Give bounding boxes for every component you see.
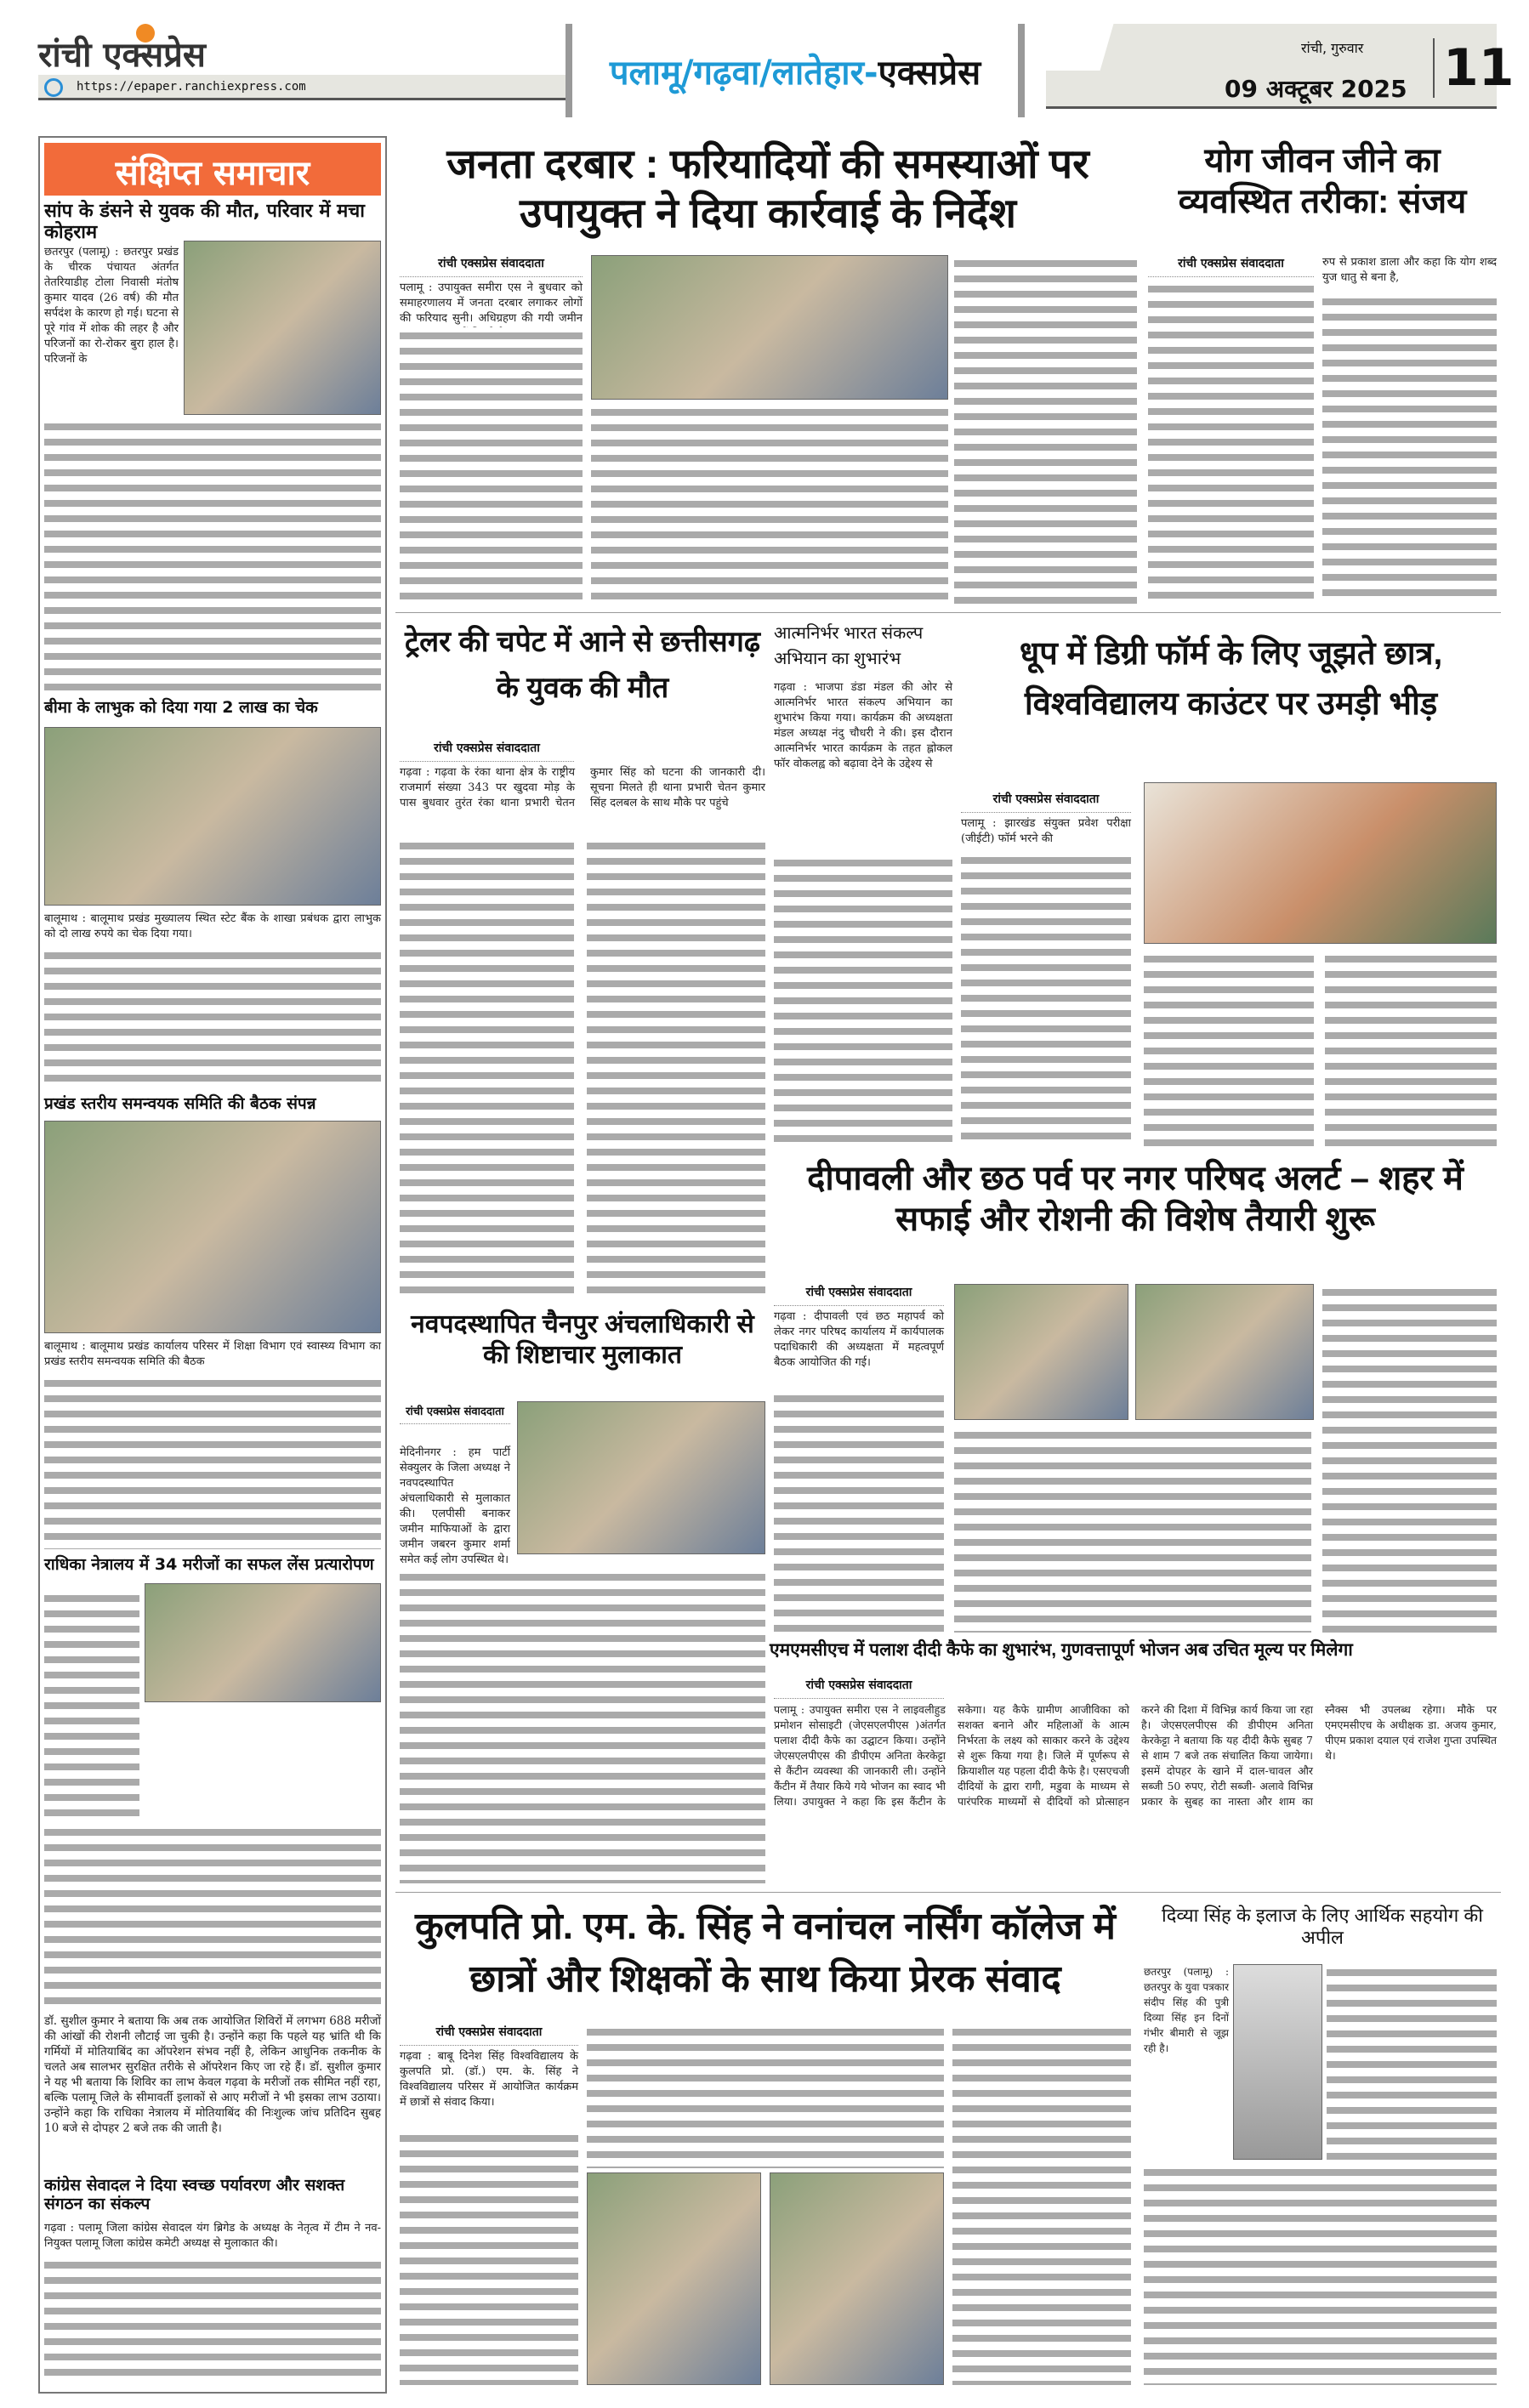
text-lines bbox=[961, 852, 1131, 1145]
brief-photo bbox=[184, 241, 381, 415]
text-lines bbox=[952, 2024, 1131, 2385]
headline-degree-form: धूप में डिग्री फॉर्म के लिए जूझते छात्र, विश्वविद्यालय काउंटर पर उमड़ी भीड़ bbox=[1019, 636, 1443, 722]
article-photo bbox=[770, 2172, 944, 2385]
headline-yoga: योग जीवन जीने का व्यवस्थित तरीका: संजय bbox=[1178, 142, 1467, 220]
article-photo bbox=[517, 1401, 765, 1554]
city-day: रांची, गुरुवार bbox=[1301, 40, 1364, 56]
text-lines bbox=[400, 327, 583, 604]
text-lines bbox=[44, 1590, 139, 1820]
section-title bbox=[566, 24, 1025, 117]
headline-trailer: ट्रेलर की चपेट में आने से छत्तीसगढ़ के युवक की मौत bbox=[404, 626, 761, 705]
article-photo bbox=[1135, 1284, 1314, 1420]
section-region: पलामू/गढ़वा/लातेहार- bbox=[609, 53, 878, 93]
brief-headline: प्रखंड स्तरीय समन्वयक समिति की बैठक संपन्न bbox=[44, 1094, 316, 1113]
divider bbox=[395, 1892, 1501, 1893]
article-photo bbox=[1144, 782, 1497, 944]
headline-deepawali: दीपावली और छठ पर्व पर नगर परिषद अलर्ट – शहर में सफाई और रोशनी की विशेष तैयारी शुरू bbox=[807, 1160, 1464, 1238]
text-lines bbox=[1144, 951, 1314, 1146]
brief-headline: राधिका नेत्रालय में 34 मरीजों का सफल लेंस प्रत्यारोपण bbox=[44, 1555, 374, 1574]
headline-kulpati: कुलपति प्रो. एम. के. सिंह ने वनांचल नर्सिंग कॉलेज में छात्रों और शिक्षकों के साथ किया प्रेरक संवाद bbox=[415, 1905, 1116, 2000]
text-lines bbox=[774, 855, 952, 1148]
article-body: मेदिनीनगर : हम पार्टी सेक्युलर के जिला अध्यक्ष ने नवपदस्थापित अंचलाधिकारी से मुलाकात की। एलपीसी बनाकर जमीन माफियाओं के द्वारा जमीन जबरन कुमार शर्मा समेत कई लोग उपस्थित थे। bbox=[400, 1446, 510, 1566]
byline: रांची एक्सप्रेस संवाददाता bbox=[400, 2024, 578, 2046]
article-body: पलामू : उपायुक्त समीरा एस ने बुधवार को समाहरणालय में जनता दरबार लगाकर लोगों की फरियाद सुनी। अधिग्रहण की गयी जमीन bbox=[400, 281, 583, 325]
text-lines bbox=[400, 1569, 765, 1883]
headline-chainpur: नवपदस्थापित चैनपुर अंचलाधिकारी से की शिष्टाचार मुलाकात bbox=[411, 1310, 754, 1369]
text-lines bbox=[400, 838, 574, 1301]
text-lines bbox=[954, 1427, 1311, 1633]
article-body: छतरपुर (पलामू) : छतरपुर के युवा पत्रकार संदीप सिंह की पुत्री दिव्या सिंह इन दिनों गंभीर बीमारी से जूझ रही है। bbox=[1144, 1966, 1229, 2054]
text-lines bbox=[1322, 293, 1497, 604]
issue-date: 09 अक्टूबर 2025 bbox=[1225, 75, 1407, 103]
article-body: गढ़वा : भाजपा डंडा मंडल की ओर से आत्मनिर्भर भारत संकल्प अभियान का शुभारंभ किया गया। कार्यक्रम की अध्यक्षता मंडल अध्यक्ष नंदु चौधरी ने की। इस दौरान आत्मनिर्भर भारत कार्यक्रम के तहत ह्लोकल फॉर वोकलह्व को बढ़ावा देने के उद्देश्य से bbox=[774, 681, 952, 770]
divider bbox=[395, 612, 1501, 613]
article-photo bbox=[954, 1284, 1128, 1420]
text-lines bbox=[44, 2257, 381, 2384]
brief-headline: बीमा के लाभुक को दिया गया 2 लाख का चेक bbox=[44, 698, 318, 717]
text-lines bbox=[1327, 1964, 1497, 2160]
brief-body: बालूमाथ : बालूमाथ प्रखंड कार्यालय परिसर में शिक्षा विभाग एवं स्वास्थ्य विभाग का प्रखंड स्तरीय समन्वयक समिति की बैठक bbox=[44, 1340, 381, 1368]
article-body: रुप से प्रकाश डाला और कहा कि योग शब्द युज धातु से बना है, bbox=[1322, 256, 1497, 284]
text-lines bbox=[44, 1375, 381, 1549]
brief-body: छतरपुर (पलामू) : छतरपुर प्रखंड के चीरक पंचायत अंतर्गत तेतरियाडीह टोला निवासी मंतोष कुमार यादव (26 वर्ष) की मौत सर्पदंश के कारण हो गई। घटना से पूरे गांव में शोक की लहर है और परिजनों का रो-रोकर बुरा हाल है। परिजनों के bbox=[44, 246, 179, 366]
text-lines bbox=[1148, 281, 1314, 604]
byline: रांची एक्सप्रेस संवाददाता bbox=[400, 1403, 510, 1424]
article-body: गढ़वा : गढ़वा के रंका थाना क्षेत्र के राष्ट्रीय राजमार्ग संख्या 343 पर खुदवा मोड़ के पास बुधवार तुरंत रंका थाना प्रभारी चेतन कुमार सिंह को घटना की जानकारी दी। सूचना मिलते ही थाना प्रभारी चेतन कुमार सिंह दलबल के साथ मौके पर पहुंचे bbox=[400, 766, 765, 809]
brief-body: गढ़वा : पलामू जिला कांग्रेस सेवादल यंग ब्रिगेड के अध्यक्ष के नेतृत्व में टीम ने नव-नियुक्त पलामू जिला कांग्रेस कमेटी अध्यक्ष से मुलाकात की। bbox=[44, 2222, 381, 2250]
article-body: गढ़वा : दीपावली एवं छठ महापर्व को लेकर नगर परिषद कार्यालय में कार्यपालक पदाधिकारी की अध्यक्षता में महत्वपूर्ण बैठक आयोजित की गई। bbox=[774, 1310, 944, 1369]
newspaper-logo: रांची एक्सप्रेस bbox=[38, 36, 206, 75]
text-lines bbox=[400, 2130, 578, 2385]
brief-body: डॉ. सुशील कुमार ने बताया कि अब तक आयोजित शिविरों में लगभग 688 मरीजों की आंखों की रोशनी लौटाई जा चुकी है। उन्होंने कहा कि पहले यह भ्रांति थी कि गर्मियों में मोतियाबिंद का ऑपरेशन संभव नहीं है, लेकिन आधुनिक तकनीक के चलते अब सालभर सुरक्षित तरीके से ऑपरेशन किए जा रहे हैं। डॉ. सुशील कुमार ने यह भी बताया कि शिविर का लाभ केवल गढ़वा के मरीजों तक सीमित नहीं रहा, बल्कि पलामू जिले के सीमावर्ती इलाकों से आए मरीजों ने भी इसका लाभ उठाया। उन्होंने कहा कि राधिका नेत्रालय में मोतियाबिंद की निःशुल्क जांच प्रतिदिन सुबह 10 बजे से दोपहर 2 बजे तक की जाती है। bbox=[44, 2014, 381, 2135]
text-lines bbox=[587, 2024, 944, 2168]
article-body: पलामू : उपायुक्त समीरा एस ने लाइवलीहुड प्रमोशन सोसाइटी (जेएसएलपीएस )अंतर्गत पलाश दीदी कैफे का उद्घाटन किया। उन्होंने जेएसएलपीएस की डीपीएम अनिता केरकेट्टा से कैंटीन व्यवस्था की जानकारी ली। उन्होंने कैंटीन में तैयार किये गये भोजन का स्वाद भी लिया। उपायुक्त ने कहा कि इस कैंटीन के सकेगा। यह कैफे ग्रामीण आजीविका को सशक्त बनाने और महिलाओं के आत्म निर्भरता के लक्ष्य को साकार करने के उद्देश्य से शुरू किया गया है। जिले में पूर्णरूप से क्रियाशील यह पहला दीदी कैफे है। एसएचजी दीदियों के द्वारा रागी, मडुवा के माध्यम से पारंपरिक माध्यमों से दीदियों को प्रोत्साहन करने की दिशा में विभिन्न कार्य किया जा रहा है। जेएसएलपीएस की डीपीएम अनिता केरकेट्टा ने बताया कि यह दीदी कैफे सुबह 7 से शाम 7 बजे तक संचालित किया जायेगा। इसमें दोपहर के खाने में दाल-चावल और सब्जी 50 रुपए, रोटी सब्जी- अलावे विभिन्न प्रकार के सुबह का नास्ता और शाम का स्नैक्स भी उपलब्ध रहेगा। मौके पर एमएमसीएच के अधीक्षक डा. अजय कुमार, पीएम प्रकाश दयाल एवं राजेश गुप्ता उपस्थित थे। bbox=[774, 1703, 1497, 1808]
headline-divya: दिव्या सिंह के इलाज के लिए आर्थिक सहयोग की अपील bbox=[1162, 1905, 1483, 1949]
hand-touch-icon bbox=[44, 78, 63, 97]
text-lines bbox=[1322, 1284, 1497, 1633]
briefs-header: संक्षिप्त समाचार bbox=[44, 143, 381, 196]
text-lines bbox=[44, 418, 381, 690]
byline: रांची एक्सप्रेस संवाददाता bbox=[774, 1677, 944, 1699]
epaper-url[interactable]: https://epaper.ranchiexpress.com bbox=[38, 75, 566, 100]
byline: रांची एक्सप्रेस संवाददाता bbox=[400, 740, 574, 762]
byline: रांची एक्सप्रेस संवाददाता bbox=[1148, 255, 1314, 277]
byline: रांची एक्सप्रेस संवाददाता bbox=[774, 1284, 944, 1306]
text-lines bbox=[1144, 2164, 1497, 2385]
article-body: गढ़वा : बाबू दिनेश सिंह विश्वविद्यालय के कुलपति प्रो. (डॉ.) एम. के. सिंह ने विश्वविद्यालय परिसर में आयोजित कार्यक्रम में छात्रों से संवाद किया। bbox=[400, 2050, 578, 2109]
byline: रांची एक्सप्रेस संवाददाता bbox=[400, 255, 583, 277]
text-lines bbox=[44, 1824, 381, 2013]
brief-headline: कांग्रेस सेवादल ने दिया स्वच्छ पर्यावरण और सशक्त संगठन का संकल्प bbox=[44, 2176, 345, 2213]
headline-janta-darbar: जनता दरबार : फरियादियों की समस्याओं पर उपायुक्त ने दिया कार्रवाई के निर्देश bbox=[446, 142, 1089, 236]
headline-atmanirbhar: आत्मनिर्भर भारत संकल्प अभियान का शुभारंभ bbox=[774, 624, 924, 668]
text-lines bbox=[44, 947, 381, 1088]
text-lines bbox=[591, 404, 948, 604]
text-lines bbox=[1325, 951, 1497, 1146]
brief-headline: सांप के डंसने से युवक की मौत, परिवार में मचा कोहराम bbox=[44, 201, 365, 244]
page-number: 11 bbox=[1433, 38, 1515, 98]
text-lines bbox=[954, 255, 1137, 604]
text-lines bbox=[774, 1390, 944, 1633]
article-photo bbox=[587, 2172, 761, 2385]
brief-photo bbox=[145, 1583, 381, 1702]
article-body: पलामू : झारखंड संयुक्त प्रवेश परीक्षा (जीईटी) फॉर्म भरने की bbox=[961, 817, 1131, 845]
section-suffix: एक्सप्रेस bbox=[878, 53, 981, 93]
article-photo bbox=[591, 255, 948, 400]
headline-mmch: एमएमसीएच में पलाश दीदी कैफे का शुभारंभ, गुणवत्तापूर्ण भोजन अब उचित मूल्य पर मिलेगा bbox=[770, 1640, 1353, 1660]
article-photo bbox=[1233, 1964, 1322, 2160]
text-lines bbox=[587, 838, 765, 1301]
brief-photo bbox=[44, 1121, 381, 1333]
brief-photo bbox=[44, 727, 381, 906]
byline: रांची एक्सप्रेस संवाददाता bbox=[961, 791, 1131, 813]
brief-body: बालूमाथ : बालूमाथ प्रखंड मुख्यालय स्थित स्टेट बैंक के शाखा प्रबंधक द्वारा लाभुक को दो लाख रुपये का चेक दिया गया। bbox=[44, 912, 381, 940]
